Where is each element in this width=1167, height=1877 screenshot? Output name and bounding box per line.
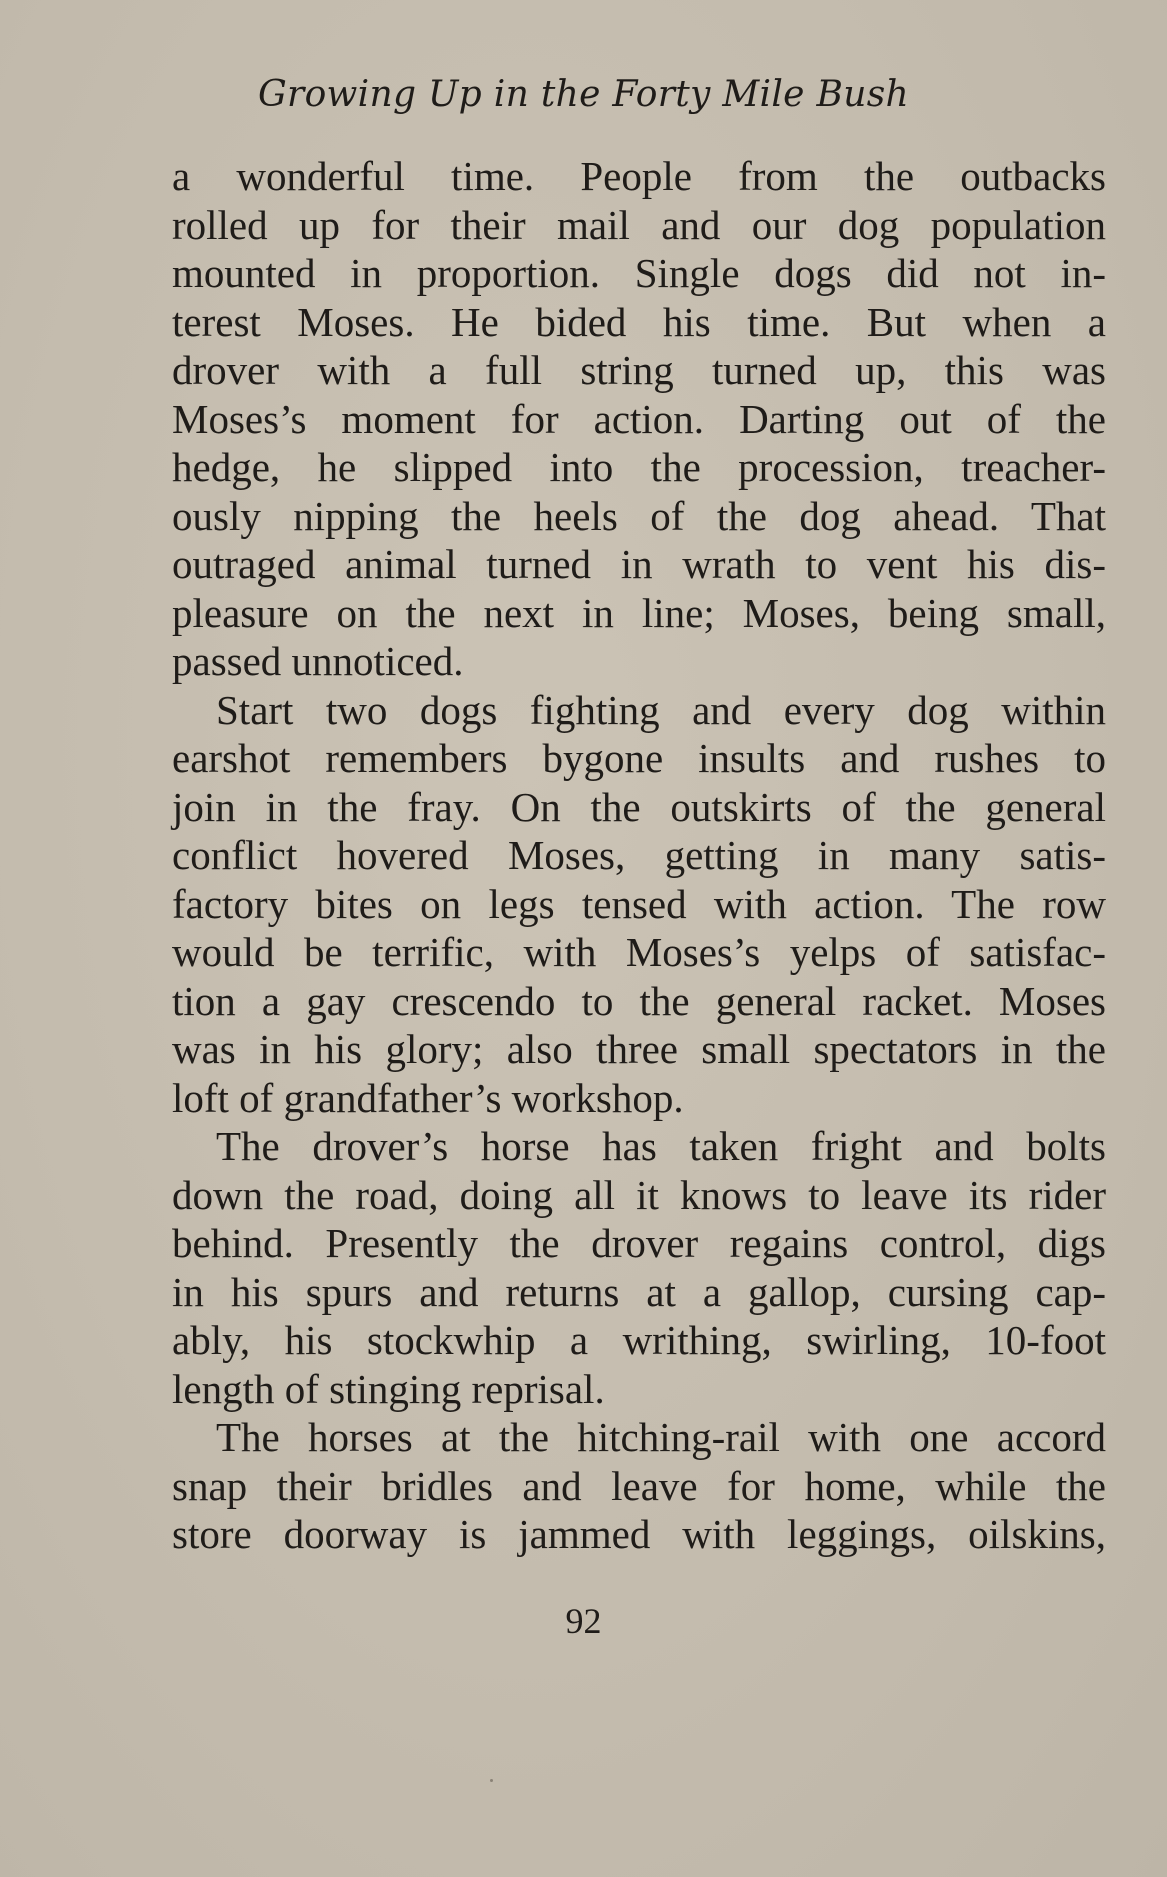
text-line: tion a gay crescendo to the general racket. Moses <box>172 977 1106 1024</box>
text-line: was in his glory; also three small spectators in the <box>172 1026 1106 1072</box>
text-line: Start two dogs fighting and every dog within <box>216 686 1106 733</box>
text-line: ously nipping the heels of the dog ahead. That <box>172 492 1106 539</box>
text-line: factory bites on legs tensed with action. The row <box>172 880 1106 927</box>
page-number: 92 <box>565 1601 602 1641</box>
text-line: a wonderful time. People from the outbacks <box>172 153 1106 199</box>
text-line: hedge, he slipped into the procession, treacher- <box>172 444 1106 490</box>
text-line: snap their bridles and leave for home, while the <box>172 1462 1106 1509</box>
text-line: loft of grandfather’s workshop. <box>172 1074 684 1121</box>
text-line: store doorway is jammed with leggings, oilskins, <box>172 1511 1106 1557</box>
body-text <box>172 152 1106 1559</box>
text-line: terest Moses. He bided his time. But when a <box>172 298 1106 345</box>
text-line: in his spurs and returns at a gallop, cursing cap- <box>172 1268 1106 1315</box>
text-line: outraged animal turned in wrath to vent his dis- <box>172 541 1106 587</box>
text-line: The drover’s horse has taken fright and bolts <box>216 1123 1106 1169</box>
text-line: conflict hovered Moses, getting in many satis- <box>172 832 1106 878</box>
paper-speck <box>490 1779 493 1782</box>
text-line: earshot remembers bygone insults and rushes to <box>172 735 1106 781</box>
text-line: would be terrific, with Moses’s yelps of satisfac- <box>172 929 1106 975</box>
text-line: passed unnoticed. <box>172 638 464 684</box>
text-line: The horses at the hitching-rail with one accord <box>216 1414 1106 1460</box>
text-line: rolled up for their mail and our dog population <box>172 201 1106 248</box>
text-line: pleasure on the next in line; Moses, being small, <box>172 589 1106 636</box>
text-line: behind. Presently the drover regains control, digs <box>172 1220 1106 1266</box>
text-line: ably, his stockwhip a writhing, swirling, 10-foot <box>172 1317 1106 1363</box>
text-line: join in the fray. On the outskirts of the general <box>172 783 1106 830</box>
text-line: mounted in proportion. Single dogs did not in- <box>172 250 1106 296</box>
text-line: length of stinging reprisal. <box>172 1365 605 1412</box>
running-head: Growing Up in the Forty Mile Bush <box>258 74 909 115</box>
text-line: Moses’s moment for action. Darting out of the <box>172 395 1106 442</box>
text-line: down the road, doing all it knows to leave its rider <box>172 1171 1106 1218</box>
text-line: drover with a full string turned up, this was <box>172 347 1106 393</box>
